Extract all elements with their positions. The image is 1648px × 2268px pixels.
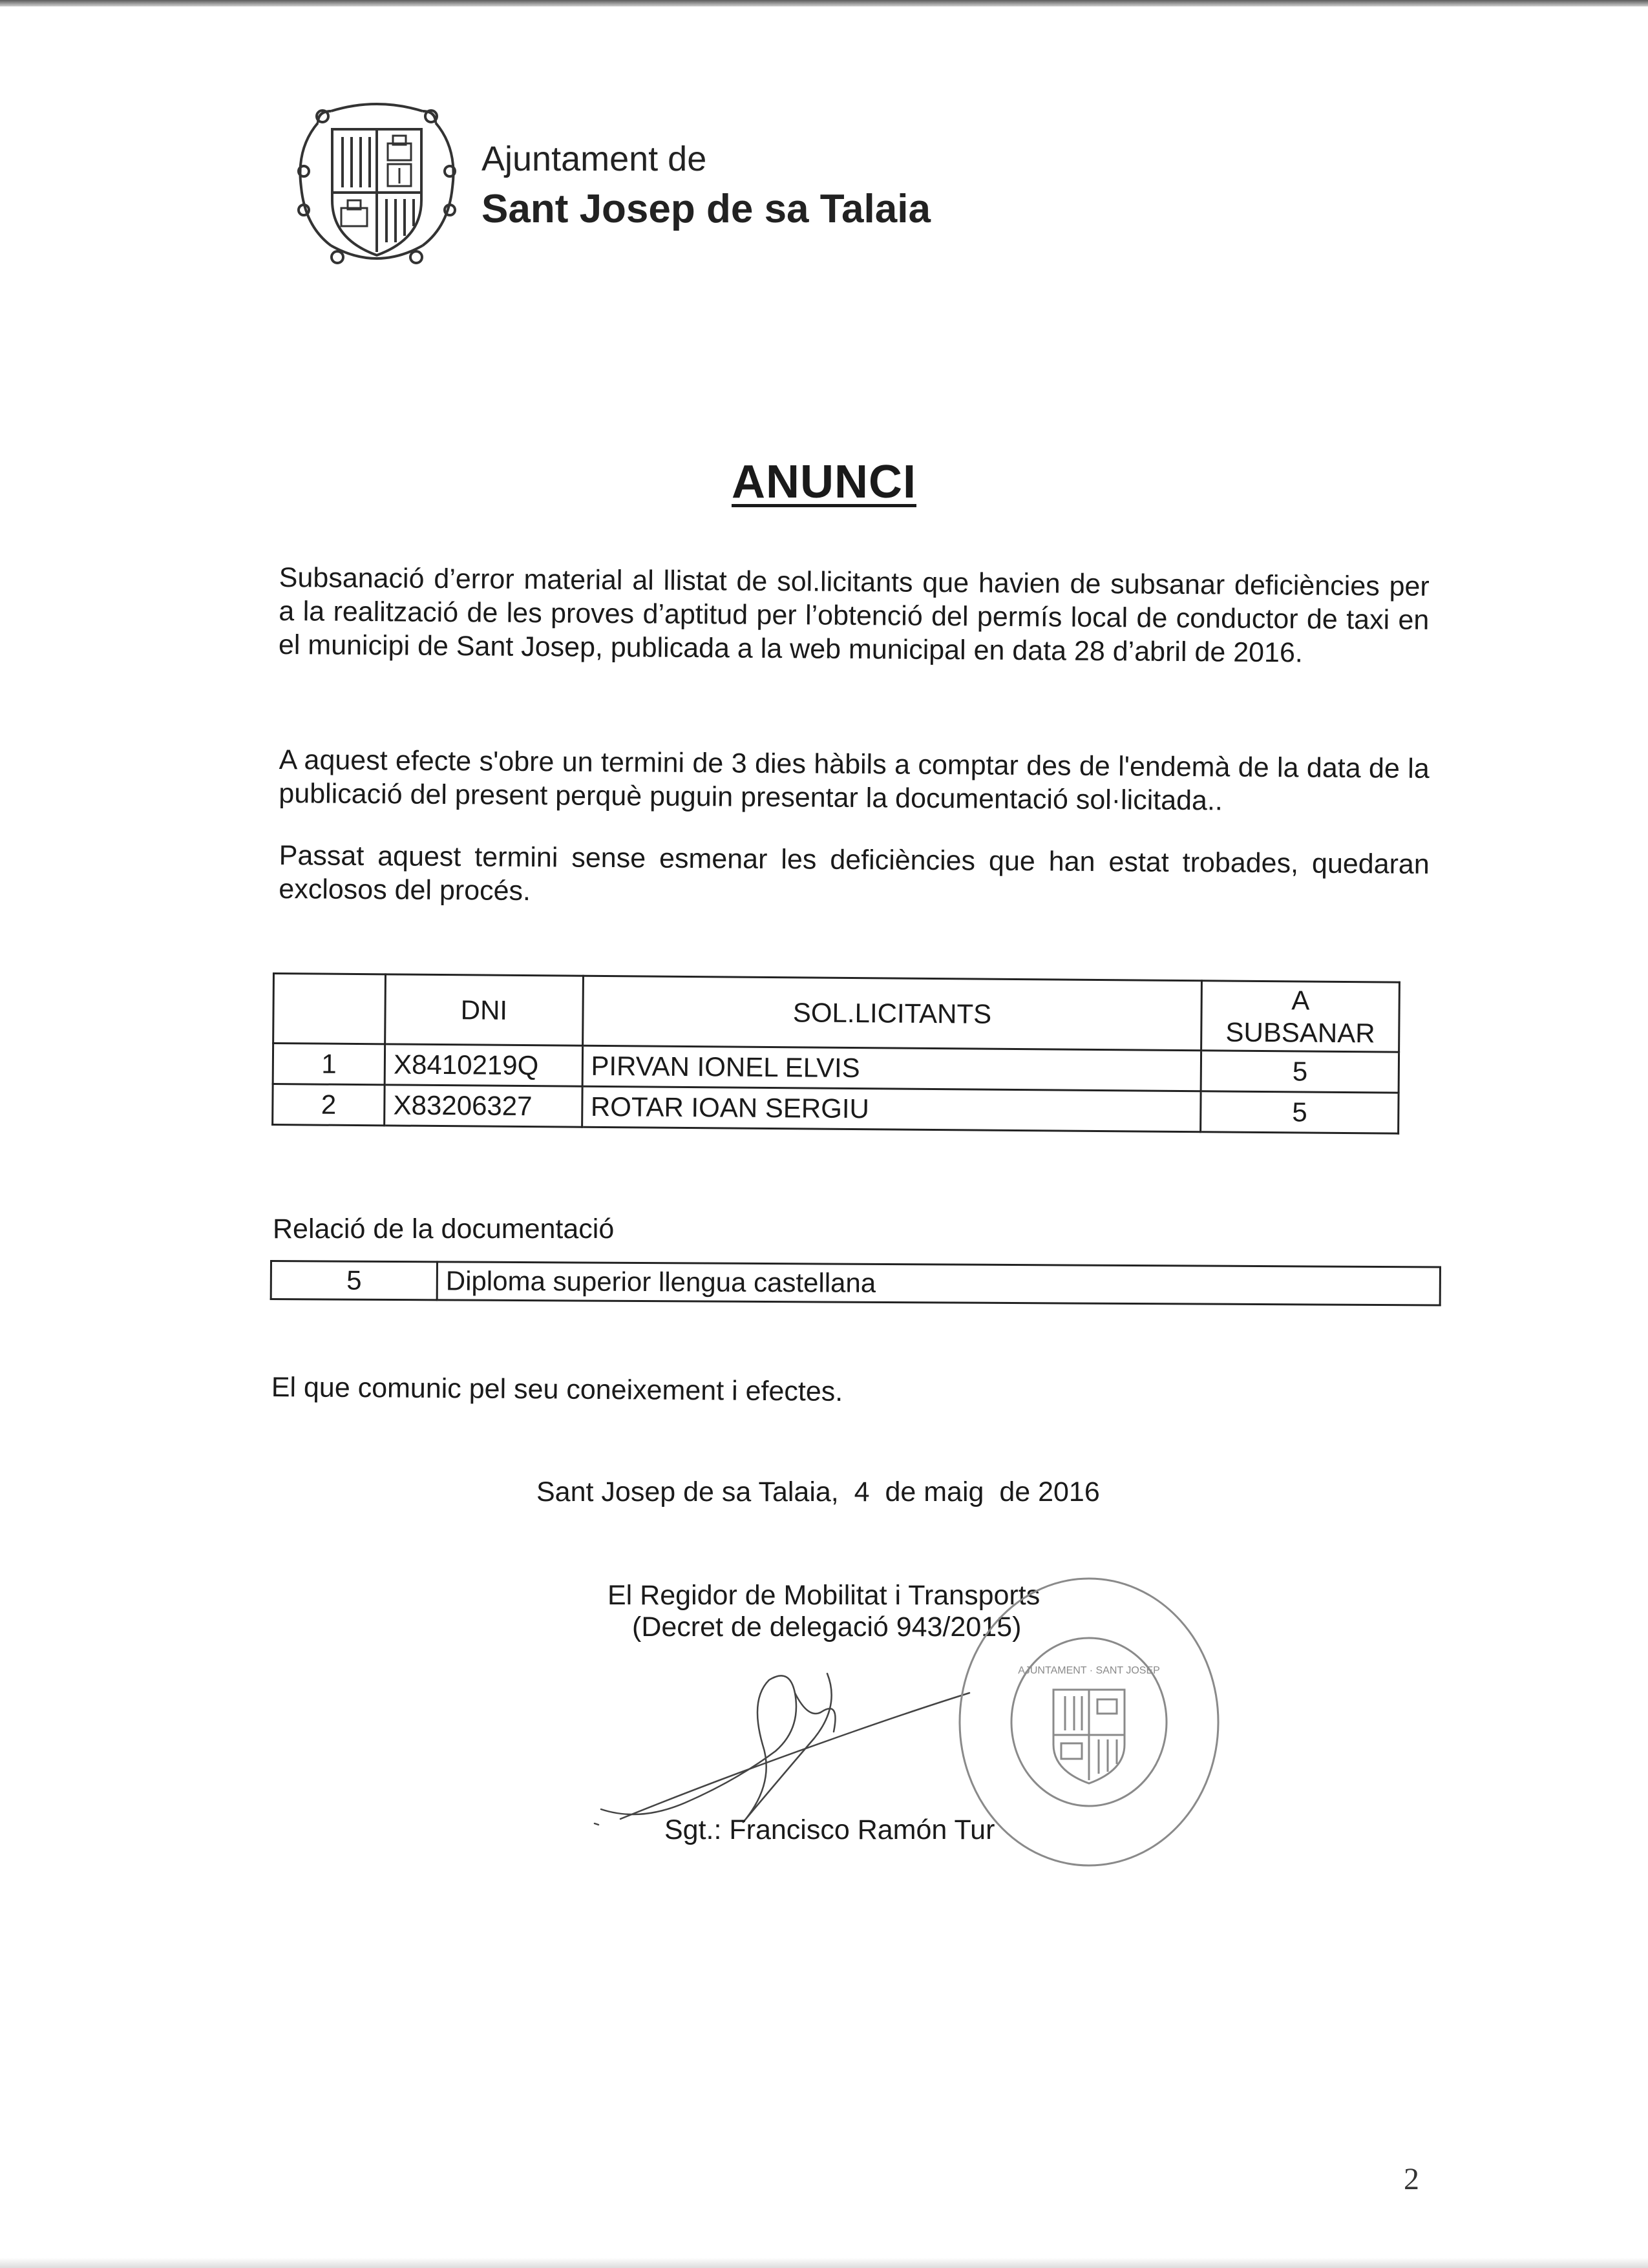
- signer-decree: (Decret de delegació 943/2015): [632, 1612, 1022, 1643]
- organization-name-line2: Sant Josep de sa Talaia: [481, 187, 931, 231]
- row-dni: X83206327: [385, 1085, 582, 1127]
- paragraph-deadline: A aquest efecte s'obre un termini de 3 dies hàbils a comptar des de l'endemà de la data de la publicació del present perquè puguin presentar la documentació sol·licitada..: [279, 744, 1430, 817]
- paragraph-consequence: Passat aquest termini sense esmenar les deficiències que han estat trobades, quedaran exclosos del procés.: [279, 839, 1430, 907]
- scan-edge-top: [0, 0, 1648, 6]
- organization-name-line1: Ajuntament de: [481, 140, 707, 178]
- page-number: 2: [1404, 2162, 1419, 2196]
- header-dni: DNI: [385, 974, 583, 1045]
- documentation-table: [270, 1260, 1441, 1306]
- row-applicant-name: PIRVAN IONEL ELVIS: [582, 1045, 1201, 1091]
- secretary-name: Sgt.: Francisco Ramón Tur: [664, 1814, 995, 1845]
- table-row: [271, 1261, 1440, 1305]
- documentation-code: 5: [271, 1261, 437, 1300]
- table-header-row: [273, 974, 1400, 1053]
- coat-of-arms-icon: [292, 97, 461, 278]
- row-subsanar-code: 5: [1201, 1051, 1399, 1093]
- scan-edge-bottom: [0, 2258, 1648, 2268]
- paragraph-subject: Subsanació d’error material al llistat de sol.licitants que havien de subsanar deficiències per a la realització de les proves d’aptitud per l’obtenció del permís local de conductor de taxi en el municipi de Sant Josep, publicada a la web municipal en data 28 d’abril de 2016.: [278, 562, 1430, 669]
- documentation-description: Diploma superior llengua castellana: [437, 1262, 1440, 1305]
- header-number: [273, 974, 386, 1044]
- row-applicant-name: ROTAR IOAN SERGIU: [582, 1086, 1201, 1132]
- row-subsanar-code: 5: [1201, 1091, 1399, 1133]
- header-applicants: SOL.LICITANTS: [582, 976, 1202, 1051]
- table-row: [273, 1084, 1399, 1134]
- official-seal-icon: [950, 1570, 1228, 1874]
- applicants-table: [271, 972, 1400, 1135]
- row-number: 1: [273, 1044, 385, 1085]
- header-subsanar-line1: A: [1291, 984, 1310, 1016]
- documentation-label: Relació de la documentació: [273, 1213, 615, 1244]
- signer-title: El Regidor de Mobilitat i Transports: [607, 1580, 1041, 1611]
- row-dni: X8410219Q: [385, 1044, 582, 1086]
- header-subsanar: [1201, 981, 1399, 1052]
- place-and-date: Sant Josep de sa Talaia, 4 de maig de 2016: [536, 1476, 1100, 1507]
- seal-inner-text: AJUNTAMENT · SANT JOSEP: [1018, 1665, 1160, 1676]
- row-number: 2: [273, 1084, 385, 1126]
- header-subsanar-line2: SUBSANAR: [1225, 1016, 1375, 1048]
- closing-statement: El que comunic pel seu coneixement i efectes.: [271, 1372, 843, 1407]
- document-title: ANUNCI: [732, 456, 916, 508]
